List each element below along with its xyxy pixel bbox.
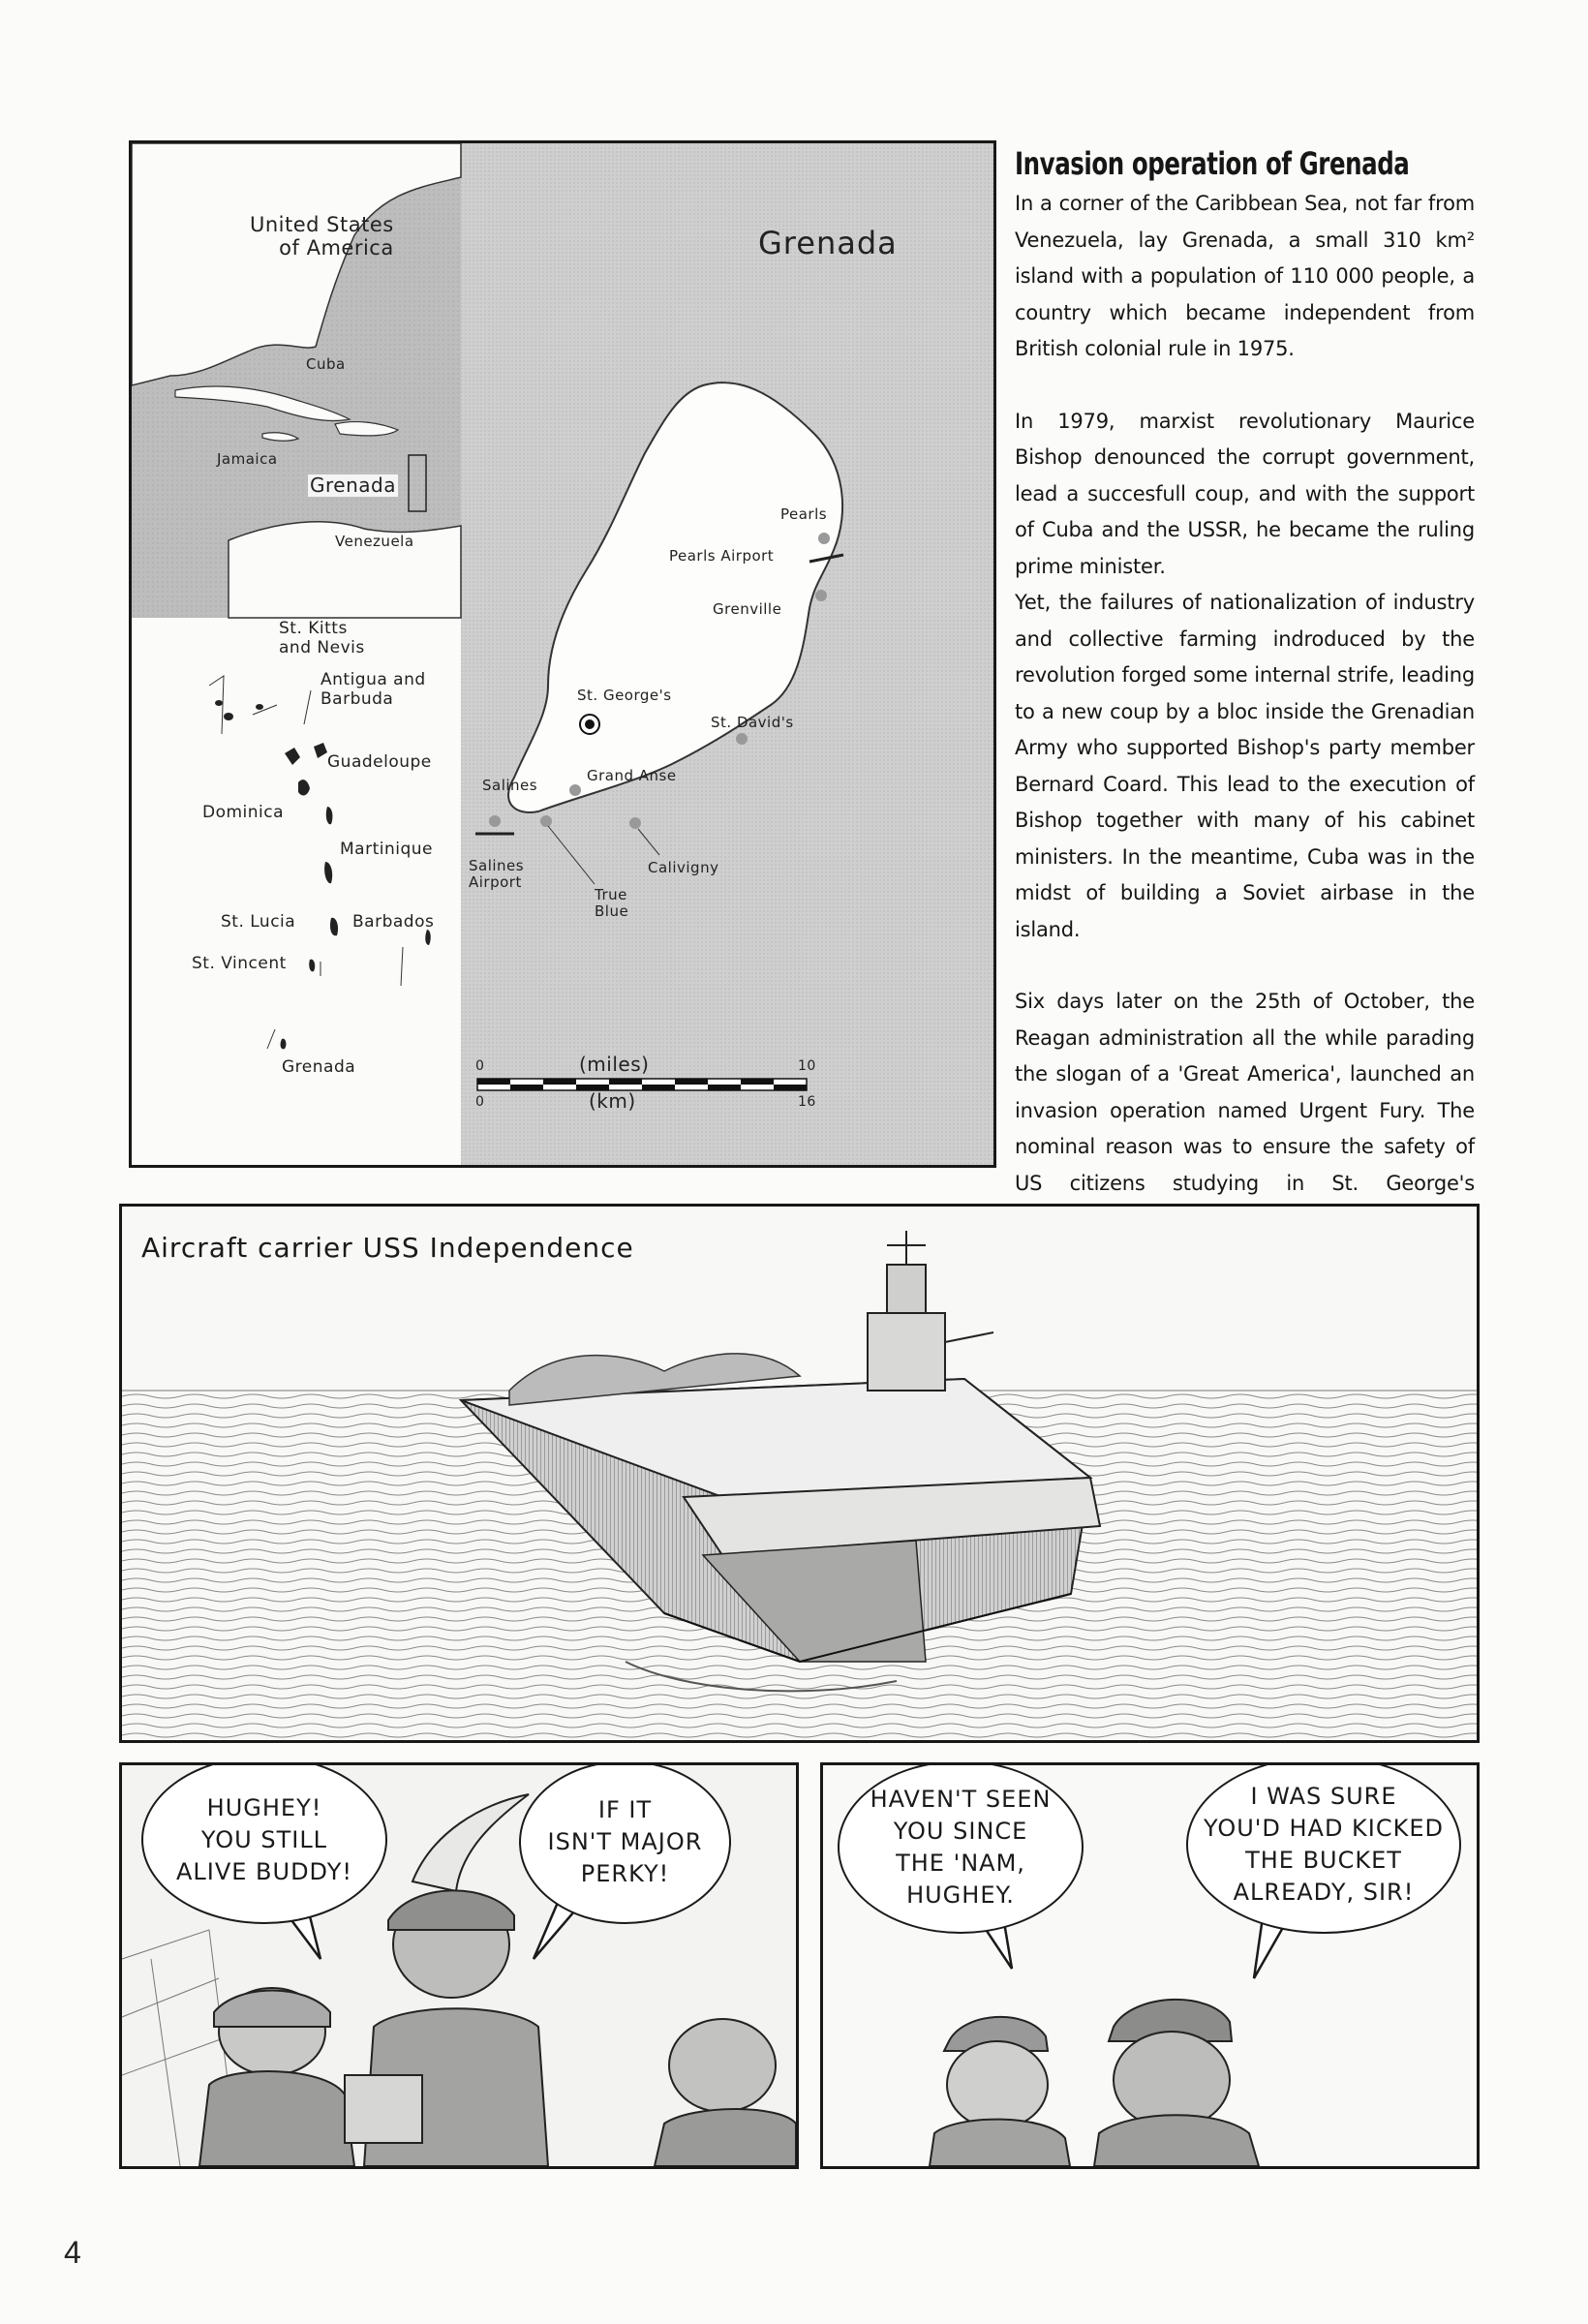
article-paragraph-2: In 1979, marxist revolutionary Maurice Bishop denounced the corrupt government, lead a succesfull coup, and with the support of Cuba and the USSR, he became the ruling prime minister. <box>1015 409 1475 578</box>
crate <box>345 2075 422 2143</box>
article <box>1015 145 1475 1274</box>
grenville-marker <box>815 590 827 601</box>
speech-text-right-1: HAVEN'T SEEN YOU SINCE THE 'NAM, HUGHEY. <box>870 1785 1052 1909</box>
st-georges-marker-center <box>585 719 595 729</box>
article-paragraph-4: Six days later on the 25th of October, the Reagan administration all the while parading the slogan of a 'Great America', launched an invasion operation named Urgent Fury. The nominal reason was to ensure the safety of US citizens studying in St. George's <box>1015 990 1475 1195</box>
scale-km-end: 16 <box>798 1094 816 1110</box>
salines-airport-label: Salines Airport <box>469 857 525 892</box>
speech-bubble-right-2 <box>1186 1762 1461 1934</box>
scale-bar <box>477 1079 807 1090</box>
usa-label: United States of America <box>250 213 394 260</box>
article-paragraph-1: In a corner of the Caribbean Sea, not far from Venezuela, lay Grenada, a small 310 km² island with a population of 110 000 people, a country which became independent from British colonial rule in 1975. <box>1015 192 1475 360</box>
grenville-label: Grenville <box>713 600 782 618</box>
speech-bubble-right-1 <box>838 1762 1084 1934</box>
cuba-label: Cuba <box>306 355 346 373</box>
grand-anse-label: Grand Anse <box>587 767 677 784</box>
st-kitts-label: St. Kitts and Nevis <box>279 619 365 657</box>
dialogue-panel-left <box>119 1762 799 2169</box>
dialogue-panel-right <box>820 1762 1480 2169</box>
calivigny-marker <box>629 817 641 829</box>
guadeloupe-label: Guadeloupe <box>327 752 432 772</box>
scale-miles-start: 0 <box>475 1058 485 1074</box>
st-davids-marker <box>736 733 748 745</box>
scale-miles-end: 10 <box>798 1058 816 1074</box>
true-blue-marker <box>540 815 552 827</box>
martinique-label: Martinique <box>340 840 433 859</box>
barbados-label: Barbados <box>352 912 435 932</box>
speech-text-left-2: IF IT ISN'T MAJOR PERKY! <box>547 1796 703 1887</box>
grenada-inset-label: Grenada <box>310 474 396 497</box>
pearls-label: Pearls <box>780 505 828 523</box>
pearls-airport-label: Pearls Airport <box>669 547 775 565</box>
page-number: 4 <box>64 2235 81 2270</box>
article-paragraph-3: Yet, the failures of nationalization of industry and collective farming indroduced by the revolution forged some internal strife, leading to a new coup by a bloc inside the Grenadian Army who supported Bishop's party member Bernard Coard. This lead to the execution of Bishop together with many of his cabinet ministers. In the meantime, Cuba was in the midst of building a Soviet airbase in the island. <box>1015 591 1475 941</box>
carrier-illustration <box>122 1207 1477 1740</box>
jamaica-label: Jamaica <box>217 450 278 468</box>
st-vincent-label: St. Vincent <box>192 954 287 973</box>
speech-text-left-1: HUGHEY! YOU STILL ALIVE BUDDY! <box>175 1793 353 1885</box>
carrier-caption: Aircraft carrier USS Independence <box>141 1232 634 1264</box>
venezuela-label: Venezuela <box>335 533 414 550</box>
map-drawing <box>132 143 993 1165</box>
dominica-label: Dominica <box>202 803 285 822</box>
carrier-panel <box>119 1204 1480 1743</box>
article-title: Invasion operation of Grenada <box>1015 145 1410 182</box>
true-blue-label: True Blue <box>595 886 629 921</box>
pearls-marker <box>818 533 830 544</box>
speech-bubble-left-1 <box>141 1762 387 1924</box>
scale-miles-label: (miles) <box>579 1053 650 1076</box>
map-panel <box>129 140 996 1168</box>
speech-text-right-2: I WAS SURE YOU'D HAD KICKED THE BUCKET ALREADY, SIR! <box>1203 1783 1445 1906</box>
salines-marker <box>489 815 501 827</box>
grenada-small-label: Grenada <box>282 1057 356 1077</box>
scale-km-label: (km) <box>589 1089 636 1113</box>
st-lucia-label: St. Lucia <box>221 912 296 932</box>
speech-bubble-left-2 <box>519 1762 731 1924</box>
salines-label: Salines <box>482 777 538 794</box>
grand-anse-marker <box>569 784 581 796</box>
scale-km-start: 0 <box>475 1094 485 1110</box>
calivigny-label: Calivigny <box>648 859 719 876</box>
antigua-label: Antigua and Barbuda <box>321 670 426 709</box>
grenada-map-title: Grenada <box>758 225 898 261</box>
st-davids-label: St. David's <box>711 714 794 731</box>
st-georges-label: St. George's <box>577 687 672 704</box>
